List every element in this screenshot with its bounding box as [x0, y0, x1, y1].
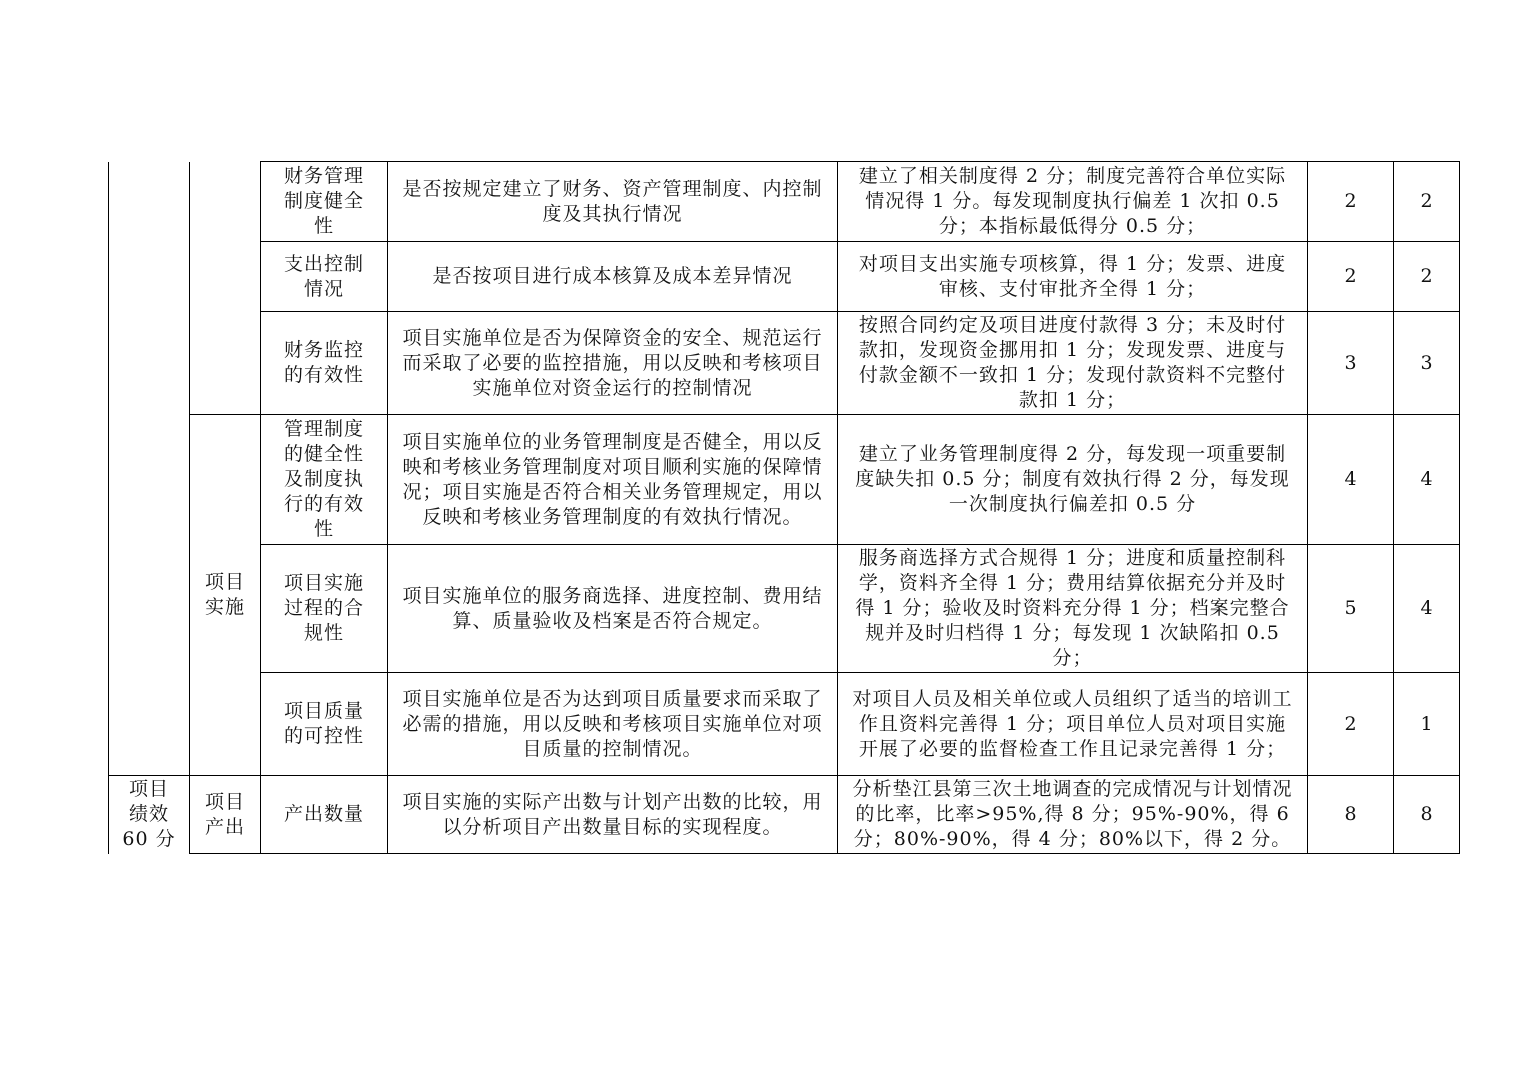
criteria-cell: 服务商选择方式合规得 1 分；进度和质量控制科学，资料齐全得 1 分；费用结算依据充分并及时得 1 分；验收及时资料充分得 1 分；档案完整合规并及时归档得 1 分；每发现 1 次缺陷扣 0.5 分； — [838, 545, 1308, 673]
level1-indicator-cell: 项目 绩效 60 分 — [109, 776, 190, 854]
indicator-cell: 产出数量 — [261, 776, 388, 854]
weight-cell: 4 — [1308, 415, 1394, 545]
weight-cell: 2 — [1308, 162, 1394, 242]
score-cell: 2 — [1394, 242, 1460, 312]
criteria-cell: 对项目人员及相关单位或人员组织了适当的培训工作且资料完善得 1 分；项目单位人员对项目实施开展了必要的监督检查工作且记录完善得 1 分； — [838, 673, 1308, 776]
criteria-cell: 建立了相关制度得 2 分；制度完善符合单位实际情况得 1 分。每发现制度执行偏差 1 次扣 0.5 分；本指标最低得分 0.5 分； — [838, 162, 1308, 242]
table-row — [109, 312, 1460, 415]
description-cell: 是否按项目进行成本核算及成本差异情况 — [388, 242, 838, 312]
level2-indicator-cell — [190, 162, 261, 415]
criteria-cell: 建立了业务管理制度得 2 分，每发现一项重要制度缺失扣 0.5 分；制度有效执行得 2 分，每发现一次制度执行偏差扣 0.5 分 — [838, 415, 1308, 545]
score-cell: 2 — [1394, 162, 1460, 242]
level1-indicator-cell — [109, 162, 190, 776]
table-row — [109, 162, 1460, 242]
weight-cell: 5 — [1308, 545, 1394, 673]
level2-indicator-cell: 项目 产出 — [190, 776, 261, 854]
criteria-cell: 分析垫江县第三次土地调查的完成情况与计划情况的比率，比率>95%,得 8 分；95%-90%，得 6 分；80%-90%，得 4 分；80%以下，得 2 分。 — [838, 776, 1308, 854]
indicator-cell: 项目质量 的可控性 — [261, 673, 388, 776]
criteria-cell: 对项目支出实施专项核算，得 1 分；发票、进度审核、支付审批齐全得 1 分； — [838, 242, 1308, 312]
indicator-cell: 管理制度 的健全性 及制度执 行的有效 性 — [261, 415, 388, 545]
score-cell: 1 — [1394, 673, 1460, 776]
weight-cell: 8 — [1308, 776, 1394, 854]
description-cell: 项目实施的实际产出数与计划产出数的比较，用以分析项目产出数量目标的实现程度。 — [388, 776, 838, 854]
score-cell: 3 — [1394, 312, 1460, 415]
criteria-cell: 按照合同约定及项目进度付款得 3 分；未及时付款扣，发现资金挪用扣 1 分；发现发票、进度与付款金额不一致扣 1 分；发现付款资料不完整付款扣 1 分； — [838, 312, 1308, 415]
description-cell: 项目实施单位是否为达到项目质量要求而采取了必需的措施，用以反映和考核项目实施单位对项目质量的控制情况。 — [388, 673, 838, 776]
description-cell: 项目实施单位是否为保障资金的安全、规范运行而采取了必要的监控措施，用以反映和考核项目实施单位对资金运行的控制情况 — [388, 312, 838, 415]
table-row — [109, 673, 1460, 776]
weight-cell: 2 — [1308, 242, 1394, 312]
weight-cell: 3 — [1308, 312, 1394, 415]
score-cell: 8 — [1394, 776, 1460, 854]
indicator-cell: 项目实施 过程的合 规性 — [261, 545, 388, 673]
indicator-cell: 财务管理 制度健全 性 — [261, 162, 388, 242]
table-row — [109, 776, 1460, 854]
table-row — [109, 545, 1460, 673]
score-cell: 4 — [1394, 545, 1460, 673]
description-cell: 项目实施单位的业务管理制度是否健全，用以反映和考核业务管理制度对项目顺利实施的保障情况；项目实施是否符合相关业务管理规定，用以反映和考核业务管理制度的有效执行情况。 — [388, 415, 838, 545]
level2-indicator-cell: 项目 实施 — [190, 415, 261, 776]
score-cell: 4 — [1394, 415, 1460, 545]
indicator-cell: 支出控制 情况 — [261, 242, 388, 312]
description-cell: 项目实施单位的服务商选择、进度控制、费用结算、质量验收及档案是否符合规定。 — [388, 545, 838, 673]
weight-cell: 2 — [1308, 673, 1394, 776]
description-cell: 是否按规定建立了财务、资产管理制度、内控制度及其执行情况 — [388, 162, 838, 242]
table-row — [109, 415, 1460, 545]
indicator-cell: 财务监控 的有效性 — [261, 312, 388, 415]
table-row — [109, 242, 1460, 312]
performance-evaluation-table — [108, 161, 1460, 854]
